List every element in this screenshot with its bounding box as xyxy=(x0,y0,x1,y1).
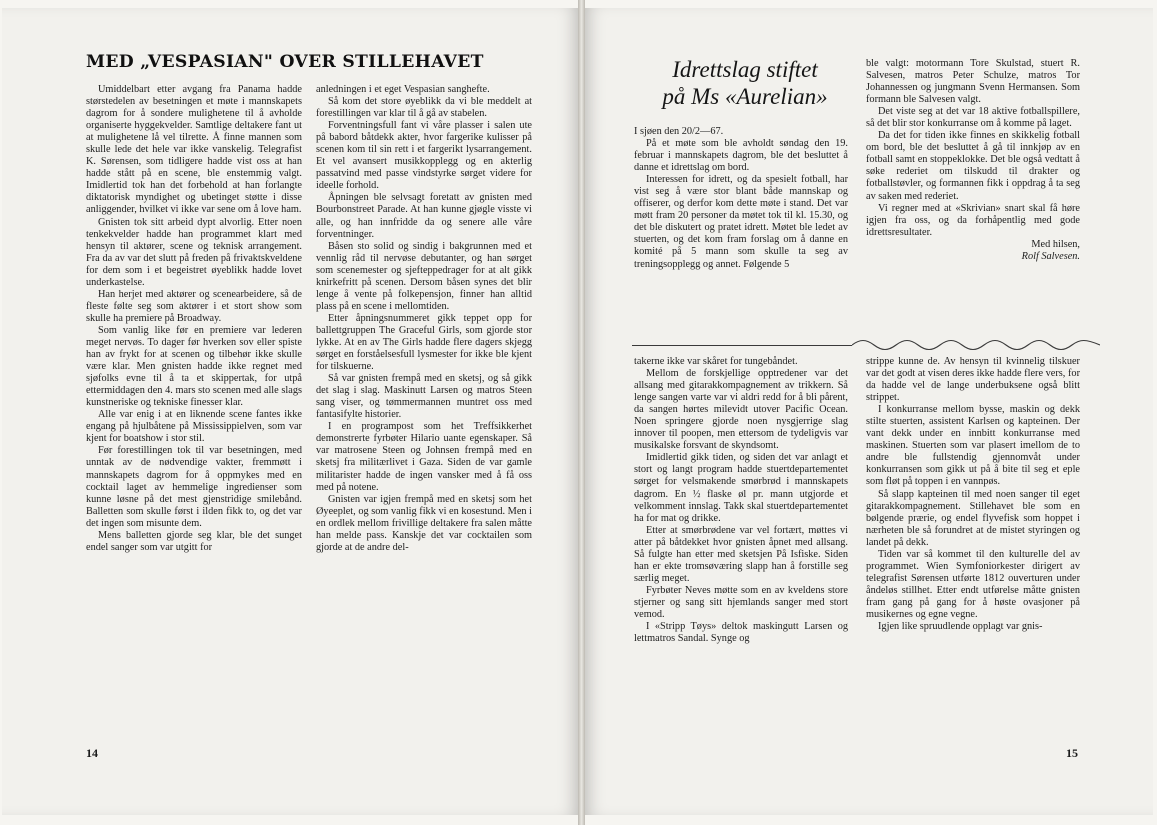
right-column-1 xyxy=(634,356,848,645)
paragraph: anledningen i et eget Vespasian sanghefte. xyxy=(316,84,490,95)
paragraph: Det viste seg at det var 18 aktive fotballspillere, så det blir stor konkurranse om å komme på laget. xyxy=(866,106,1080,130)
paragraph: Mens balletten gjorde seg klar, ble det sunget endel sanger som var utgitt for xyxy=(86,529,302,553)
page-number-left: 14 xyxy=(86,746,98,760)
paragraph: I konkurranse mellom bysse, maskin og dekk stilte stuerten, assistent Karlsen og kapteinen. Der vant dekk under en innbitt konkurranse med maskinen. Stuerten som var plasert imellom de to andre ble fullstendig gjennomvåt under konkurransen som gikk ut på å bite til seg et eple som fløt på toppen i en vannpøs. xyxy=(866,404,1080,488)
paragraph: strippe kunne de. Av hensyn til kvinnelig tilskuer var det godt at visen deres ikke hadde flere vers, for da hadde vel de lange underbuksene også blitt strippet. xyxy=(866,356,1080,404)
paragraph: Så slapp kapteinen til med noen sanger til eget gitarakkompagnement. Stillehavet ble som en bølgende prærie, og endel flyvefisk som hoppet i nærheten ble så forundret at de mistet styringen og landet på dekk. xyxy=(866,488,1080,548)
paragraph: Interessen for idrett, og da spesielt fotball, har vist seg å være stor blant både mannskap og offiserer, og derfor kom dette møte i stand. Det var møtt fram 20 personer da møtet tok til kl. 15.30, og det ble diskutert og pratet idrett. Møtet ble ledet av stuerten, og det kom fram forslag om å danne en komité på 5 mann som skulle ta seg av treningsopplegg og annet. Følgende 5 xyxy=(634,174,848,270)
paragraph: Vi regner med at «Skrivian» snart skal få høre igjen fra oss, og da forhåpentlig med gode idrettsresultater. xyxy=(866,202,1080,238)
paragraph: Gnisten var igjen frempå med en sketsj som het Øyeeplet, og som vanlig fikk vi en kosestund. Men i en ordlek mellom frivillige deltakere fra salen måtte han melde pass. Kanskje det var cocktailen som gjorde at de andre del- xyxy=(316,493,532,553)
paragraph: I «Stripp Tøys» deltok maskingutt Larsen og lettmatros Sandal. Synge og xyxy=(634,621,848,645)
article-title: MED „VESPASIAN" OVER STILLEHAVET xyxy=(86,52,484,72)
paragraph: Etter at smørbrødene var vel fortært, møttes vi atter på båtdekket hvor gnisten åpnet med allsang. Så fulgte han etter med sketsjen På Isfiske. Siden han er ekte tromsøværing slapp han å forstille seg særlig meget. xyxy=(634,524,848,584)
paragraph: Båsen sto solid og sindig i bakgrunnen med et vennlig råd til nervøse debutanter, og han sørget som scenemester og sjefteppedrager for at alt gikk knirkefritt på scenen. Dersom båsen synes det blir lenge å vente på folkepensjon, finner han alltid plass på en scene i mellomtiden. xyxy=(316,240,532,312)
paragraph: ble valgt: motormann Tore Skulstad, stuert R. Salvesen, matros Peter Schulze, matros Tor Johannessen og jungmann Svenn Hermansen. Som formann ble Salvesen valgt. xyxy=(866,58,1080,106)
right-column-2 xyxy=(866,356,1080,633)
paragraph: Forventningsfull fant vi våre plasser i salen ute på babord båtdekk akter, hvor fargerike kulisser på scenen kom til sin rett i et fargerikt lysarrangement. Et vel avansert musikkopplegg og en akterlig passatvind med passe vindstyrke sørget videre for ideelle forhold. xyxy=(316,120,532,192)
paragraph: Som vanlig like før en premiere var lederen meget nervøs. To dager før hverken sov eller spiste han av frykt for at scenen og tilbehør ikke skulle være klar. Men gnisten hadde ikke regnet med sjøfolks evne til å ta et skippertak, for utpå ettermiddagen den 4. mars sto scenen med alle slags kunstneriske og tekniske finesser klar. xyxy=(86,324,302,409)
paragraph: Igjen like spruudlende opplagt var gnis- xyxy=(878,621,1043,633)
paragraph: Han herjet med aktører og scenearbeidere, så de fleste følte seg som aktører i et stort show som skulle ha premiere på Broadway. xyxy=(86,288,302,324)
box-title xyxy=(640,56,850,110)
paragraph: Åpningen ble selvsagt foretatt av gnisten med Bourbonstreet Parade. At han kunne gjøgle visste vi alle, og han innfridde da og senere alle våre forventninger. xyxy=(316,192,532,240)
paragraph: takerne ikke var skåret for tungebåndet. xyxy=(634,356,798,367)
paragraph: Tiden var så kommet til den kulturelle del av programmet. Wien Symfoniorkester dirigert av telegrafist Sørensen utførte 1812 ouverturen under åndeløs stillhet. Etter endt utførelse måtte gnisten fram gang på gang for å høste ovasjoner på musikernes og egne vegne. xyxy=(866,548,1080,620)
paragraph: Før forestillingen tok til var besetningen, med unntak av de nødvendige vakter, fremmøtt i mannskapets dagrom for å oppmykes med en cocktail laget av hemmelige ingredienser som kunne løsne på det mest gjenstridige smilebånd. Balletten som skulle først i ilden fikk to, og det var det ingen som misunte dem. xyxy=(86,445,302,529)
paragraph: Mellom de forskjellige opptredener var det allsang med gitarakkompagnement av trikkern. Så lenge sangen varte var vi aldri redd for å bli pårent, da sangen hørtes milevidt utover Pacific Ocean. Noen springere gjorde noen nysgjerrige slag innover til poopen, men ettersom de tydeligvis var musikalske forsvant de skyndsomt. xyxy=(634,368,848,452)
left-column-2 xyxy=(316,84,532,554)
paragraph: Fyrbøter Neves møtte som en av kveldens store stjerner og sang sitt hjemlands sanger med stort vemod. xyxy=(634,584,848,620)
signature: Rolf Salvesen. xyxy=(1021,250,1080,262)
paragraph: Alle var enig i at en liknende scene fantes ikke engang på hjulbåtene på Mississippielven, som var kjent for boatshow i stor stil. xyxy=(86,409,302,445)
paragraph: Så var gnisten frempå med en sketsj, og så gikk det slag i slag. Maskinutt Larsen og matros Steen sang viser, og tømmermannen muntret oss med fantasifylte historier. xyxy=(316,373,532,421)
paragraph: Umiddelbart etter avgang fra Panama hadde størstedelen av besetningen et møte i mannskapets dagrom for å sondere mulighetene til å avholde organiserte hyggekvelder. Samtlige deltakere fant ut at mulighetene lå vel tilrette. Å finne mannen som skulle lede det hele var ikke vanskelig. Telegrafist K. Sørensen, som tidligere hadde vist oss at han hadde stått på en scene, ble enstemmig valgt. Imidlertid tok han det forbehold at han forlangte diktatorisk myndighet og ubetinget støtte i disse anliggender, hvilket vi ikke var sene om å love ham. xyxy=(86,84,302,216)
box-column-1 xyxy=(634,126,848,271)
box-title-line-2: på Ms «Aurelian» xyxy=(662,84,828,109)
paragraph: I en programpost som het Treffsikkerhet demonstrerte fyrbøter Hilario uante egenskaper. Så var matrosene Steen og Johnsen frempå med en sketsj fra militærlivet i Gaza. Siden de var gamle militarister hadde de ingen vansker med å få oss med på notene. xyxy=(316,421,532,493)
signoff: Med hilsen, xyxy=(1031,238,1080,250)
box-column-2 xyxy=(866,58,1080,263)
page-gutter xyxy=(578,0,585,825)
paragraph: Etter åpningsnummeret gikk teppet opp for ballettgruppen The Graceful Girls, som gjorde stor lykke. At en av The Girls hadde flere dagers skjegg sørget en forståelsesfull lysmester for ikke ble kjent for tilskuerne. xyxy=(316,312,532,373)
paragraph: Da det for tiden ikke finnes en skikkelig fotball om bord, ble det besluttet å gå til innkjøp av en fotball samt en stoppeklokke. Det ble også vedtatt å søke rederiet om tilskudd til drakter og fotballstøvler, og formannen fikk i oppdrag å ta seg av saken med rederiet. xyxy=(866,130,1080,202)
wavy-divider xyxy=(852,337,1100,357)
dateline: I sjøen den 20/2—67. xyxy=(634,126,724,137)
paragraph: Imidlertid gikk tiden, og siden det var anlagt et stort og langt program hadde stuertdepartementet sørget for velsmakende smørbrød i mannskapets dagrom. En ½ flaske øl pr. mann utgjorde et velkomment innslag. Takk skal stuertdepartementet ha for mat og drikke. xyxy=(634,452,848,524)
paragraph: Gnisten tok sitt arbeid dypt alvorlig. Etter noen tenkekvelder hadde han programmet klart med hensyn til aktører, scene og teknisk arrangement. Fra da av var det slutt på freden på frivaktskveldene for dem som i et begeistret øyeblikk hadde lovet underkastelse. xyxy=(86,216,302,288)
page-number-right: 15 xyxy=(1066,746,1078,760)
box-title-line-1: Idrettslag stiftet xyxy=(672,57,818,82)
paragraph: På et møte som ble avholdt søndag den 19. februar i mannskapets dagrom, ble det besluttet å danne et idrettslag om bord. xyxy=(634,138,848,174)
left-column-1 xyxy=(86,84,302,554)
paragraph: Så kom det store øyeblikk da vi ble meddelt at forestillingen var klar til å gå av stabelen. xyxy=(316,96,532,120)
box-divider-line xyxy=(632,345,852,346)
